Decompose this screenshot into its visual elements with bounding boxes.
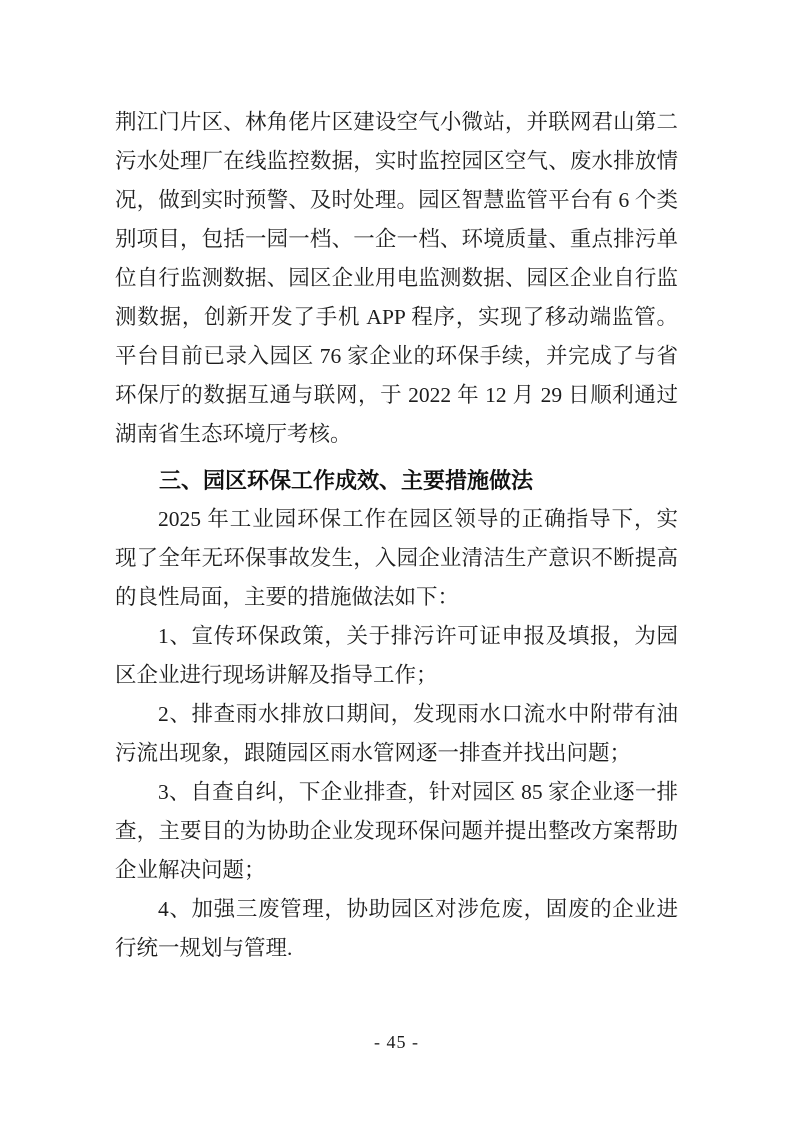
measure-item-1: 1、宣传环保政策，关于排污许可证申报及填报，为园区企业进行现场讲解及指导工作；	[115, 624, 678, 687]
measure-item-4: 4、加强三废管理，协助园区对涉危废，固废的企业进行统一规划与管理.	[115, 897, 678, 960]
measure-item-3: 3、自查自纠，下企业排查，针对园区 85 家企业逐一排查，主要目的为协助企业发现环保问题并提出整改方案帮助企业解决问题；	[115, 780, 678, 882]
paragraph-continuation: 荆江门片区、林角佬片区建设空气小微站，并联网君山第二污水处理厂在线监控数据，实时监控园区空气、废水排放情况，做到实时预警、及时处理。园区智慧监管平台有 6 个类别项目，包括一园一档、一企一档、环境质量、重点排污单位自行监测数据、园区企业用电监测数据、园区企业自行监测数据，创新开发了手机 APP 程序，实现了移动端监管。平台目前已录入园区 76 家企业的环保手续，并完成了与省环保厅的数据互通与联网，于 2022 年 12 月 29 日顺利通过湖南省生态环境厅考核。	[115, 110, 678, 446]
section-heading: 三、园区环保工作成效、主要措施做法	[159, 468, 534, 493]
paragraph-intro: 2025 年工业园环保工作在园区领导的正确指导下，实现了全年无环保事故发生，入园企业清洁生产意识不断提高的良性局面，主要的措施做法如下：	[115, 507, 678, 609]
page-number: - 45 -	[374, 1032, 419, 1052]
measure-item-2: 2、排查雨水排放口期间，发现雨水口流水中附带有油污流出现象，跟随园区雨水管网逐一排查并找出问题；	[115, 702, 678, 765]
document-body	[115, 103, 678, 968]
page-footer	[0, 1032, 793, 1052]
